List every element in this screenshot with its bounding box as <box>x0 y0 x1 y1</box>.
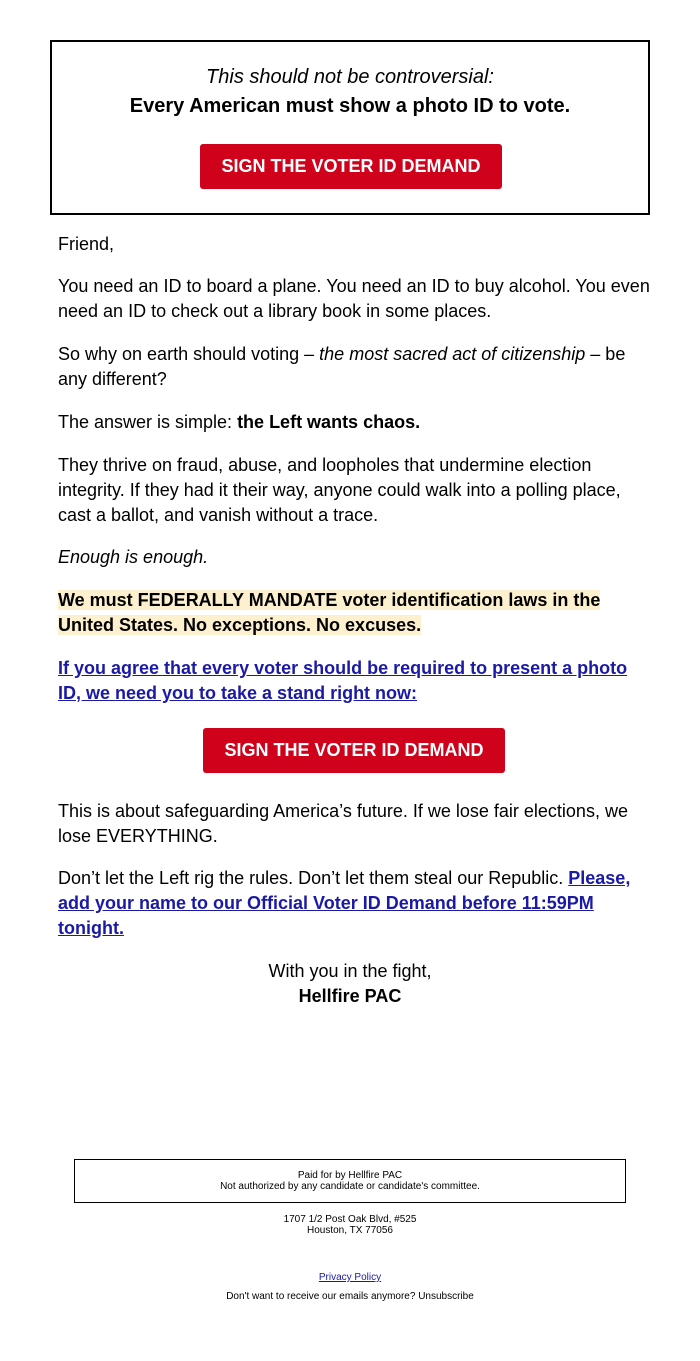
paragraph-enough: Enough is enough. <box>58 547 209 567</box>
p2-before: So why on earth should voting – <box>58 344 320 364</box>
sign-demand-button-middle[interactable]: SIGN THE VOTER ID DEMAND <box>203 728 505 773</box>
p9-before: Don’t let the Left rig the rules. Don’t let them steal our Republic. <box>58 868 569 888</box>
paragraph-answer <box>58 410 654 435</box>
disclaimer-text: Not authorized by any candidate or candidate's committee. <box>220 1181 480 1192</box>
p3-before: The answer is simple: <box>58 412 238 432</box>
privacy-policy-link[interactable]: Privacy Policy <box>318 1272 382 1283</box>
paragraph-id-examples: You need an ID to board a plane. You need an ID to buy alcohol. You even need an ID to check out a library book in some places. <box>58 276 650 321</box>
paragraph-rig <box>58 866 654 941</box>
header-box <box>50 40 650 215</box>
paragraph-future: This is about safeguarding America’s future. If we lose fair elections, we lose EVERYTHING. <box>58 801 628 846</box>
sign-demand-button-top[interactable]: SIGN THE VOTER ID DEMAND <box>200 144 502 189</box>
address-line-2: Houston, TX 77056 <box>307 1225 393 1236</box>
mandate-highlight: We must FEDERALLY MANDATE voter identification laws in the United States. No exceptions. No excuses. <box>58 590 601 635</box>
privacy-row <box>0 1272 700 1283</box>
signature: Hellfire PAC <box>298 986 402 1006</box>
unsubscribe-text[interactable]: Don't want to receive our emails anymore? Unsubscribe <box>226 1291 474 1302</box>
header-kicker: This should not be controversial: <box>206 66 494 88</box>
address-line-1: 1707 1/2 Post Oak Blvd, #525 <box>283 1214 417 1225</box>
signoff: With you in the fight, <box>268 961 432 981</box>
disclaimer-box <box>74 1159 626 1203</box>
paragraph-fraud: They thrive on fraud, abuse, and loopholes that undermine election integrity. If they had it their way, anyone could walk into a polling place, cast a ballot, and vanish without a trace. <box>58 455 621 525</box>
p2-italic: the most sacred act of citizenship <box>319 344 586 364</box>
paragraph-mandate <box>58 588 654 638</box>
add-name-link[interactable]: Please, add your name to our Official Voter ID Demand before 11:59PM tonight. <box>58 868 631 938</box>
greeting: Friend, <box>58 234 115 254</box>
p2-after: – be any different? <box>58 344 626 389</box>
paid-for-text: Paid for by Hellfire PAC <box>297 1170 403 1181</box>
header-headline: Every American must show a photo ID to vote. <box>129 95 571 117</box>
p3-bold: the Left wants chaos. <box>237 412 421 432</box>
paragraph-agree <box>58 656 654 706</box>
agree-link[interactable]: If you agree that every voter should be required to present a photo ID, we need you to take a stand right now: <box>58 658 628 703</box>
paragraph-voting-question <box>58 342 654 392</box>
